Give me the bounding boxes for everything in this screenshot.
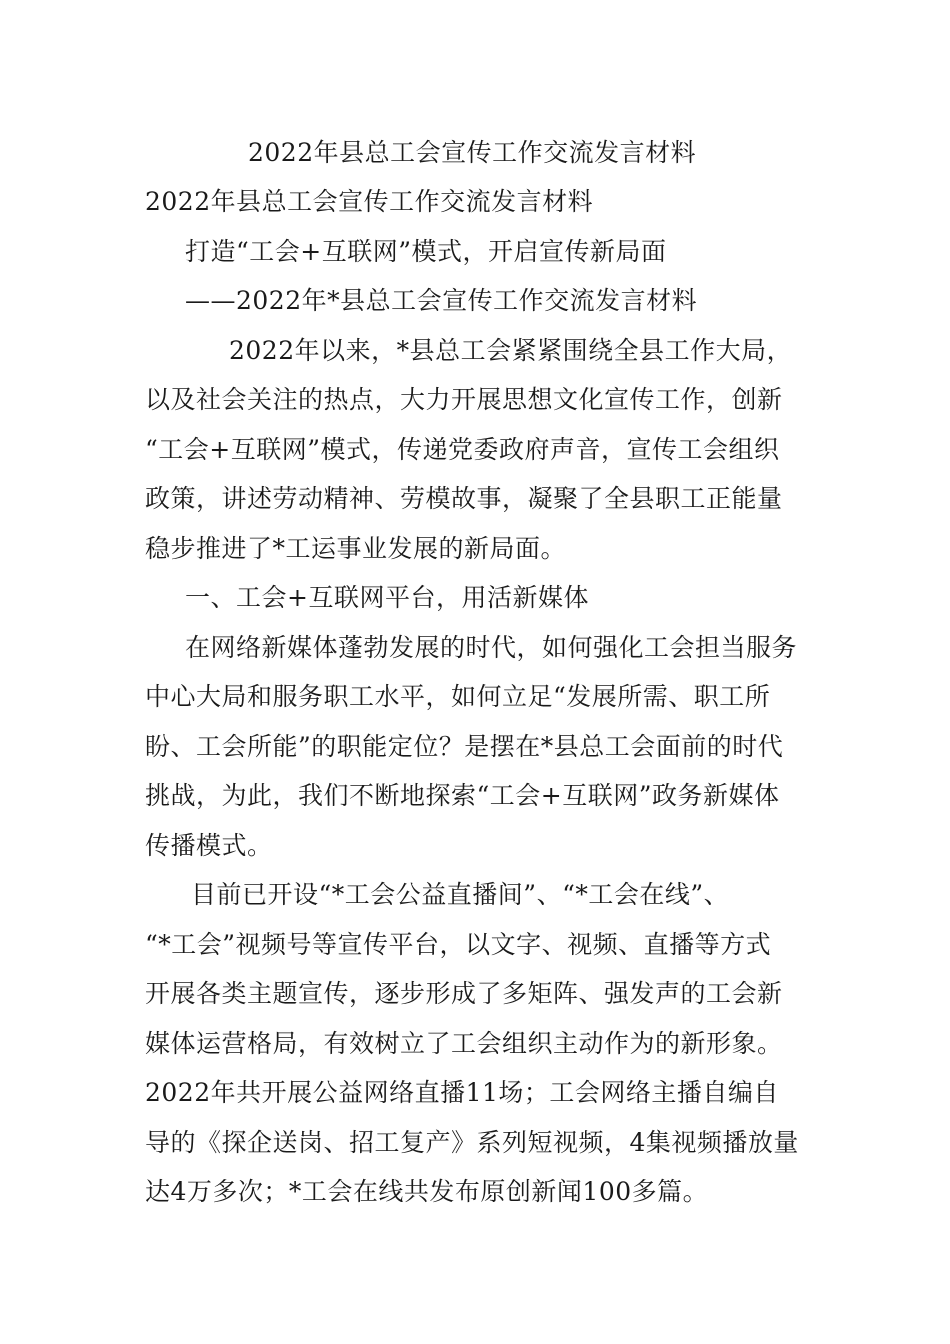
paragraph-line: 在网络新媒体蓬勃发展的时代，如何强化工会担当服务 bbox=[185, 632, 798, 662]
paragraph-line: 开展各类主题宣传，逐步形成了多矩阵、强发声的工会新 bbox=[145, 979, 783, 1008]
paragraph-line: 2022年共开展公益网络直播11场；工会网络主播自编自 bbox=[145, 1078, 779, 1107]
paragraph-line: 导的《探企送岗、招工复产》系列短视频，4集视频播放量 bbox=[145, 1127, 799, 1157]
heading-sub-line: ——2022年*县总工会宣传工作交流发言材料 bbox=[185, 286, 698, 315]
paragraph-line: 政策，讲述劳动精神、劳模故事，凝聚了全县职工正能量 bbox=[145, 484, 783, 513]
subtitle-line: 2022年县总工会宣传工作交流发言材料 bbox=[145, 187, 594, 216]
paragraph-line: “*工会”视频号等宣传平台，以文字、视频、直播等方式 bbox=[145, 929, 772, 959]
paragraph-line: 传播模式。 bbox=[145, 830, 273, 860]
paragraph-line: 目前已开设“*工会公益直播间”、“*工会在线”、 bbox=[191, 880, 730, 909]
paragraph-line: 以及社会关注的热点，大力开展思想文化宣传工作，创新 bbox=[145, 385, 783, 414]
paragraph-line: 盼、工会所能”的职能定位？是摆在*县总工会面前的时代 bbox=[145, 731, 784, 761]
paragraph-line: 媒体运营格局，有效树立了工会组织主动作为的新形象。 bbox=[145, 1028, 783, 1058]
document-body bbox=[145, 177, 810, 1217]
paragraph-line: “工会+互联网”模式，传递党委政府声音，宣传工会组织 bbox=[145, 434, 780, 464]
paragraph-line: 稳步推进了*工运事业发展的新局面。 bbox=[145, 533, 567, 563]
document-title: 2022年县总工会宣传工作交流发言材料 bbox=[248, 138, 697, 167]
paragraph-line: 挑战，为此，我们不断地探索“工会+互联网”政务新媒体 bbox=[145, 781, 780, 810]
section-heading: 一、工会+互联网平台，用活新媒体 bbox=[185, 583, 589, 612]
paragraph-line: 中心大局和服务职工水平，如何立足“发展所需、职工所 bbox=[145, 682, 771, 711]
heading-line: 打造“工会+互联网”模式，开启宣传新局面 bbox=[185, 236, 667, 266]
paragraph-line: 2022年以来，*县总工会紧紧围绕全县工作大局， bbox=[229, 335, 793, 365]
paragraph-line: 达4万多次；*工会在线共发布原创新闻100多篇。 bbox=[145, 1177, 709, 1206]
